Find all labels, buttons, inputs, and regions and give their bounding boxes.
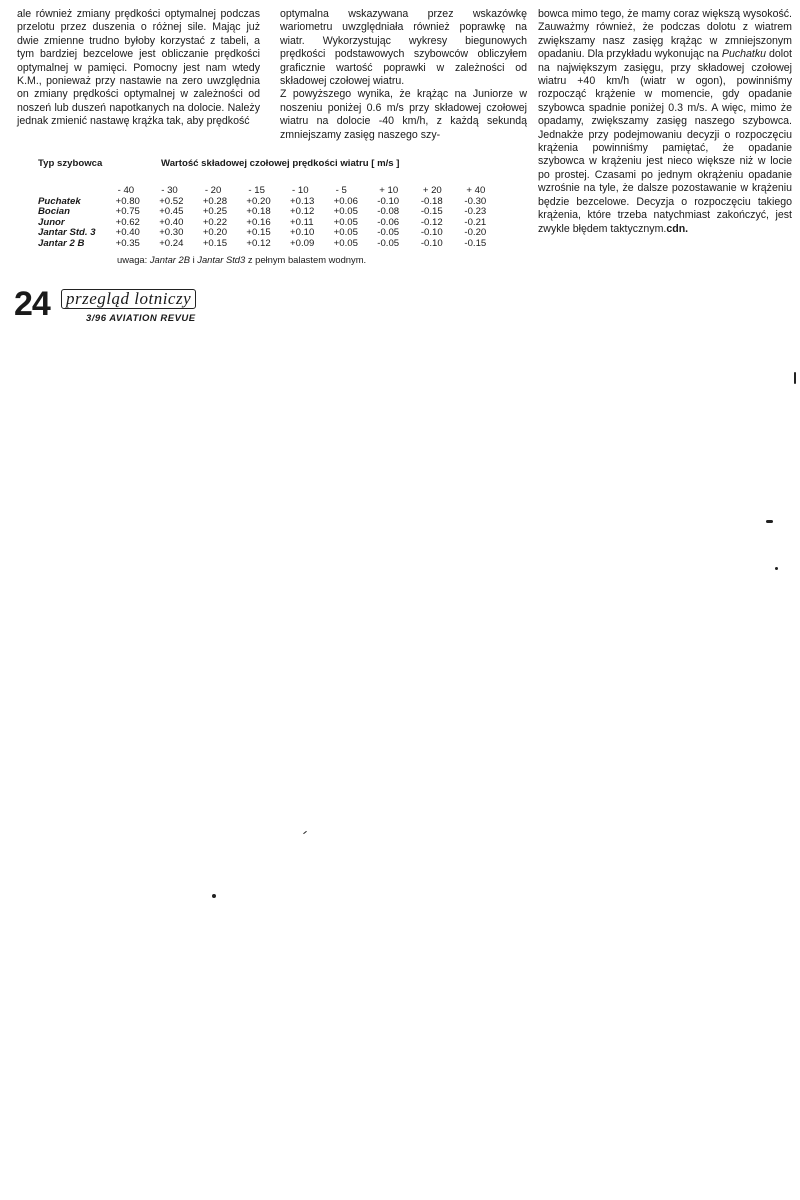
table-cell: -0.05 <box>377 227 400 239</box>
table-cell: -0.20 <box>464 227 487 239</box>
table-cell: -0.10 <box>420 227 443 239</box>
wind-value: - 10 <box>292 185 309 196</box>
table-cell: +0.45 <box>159 206 184 218</box>
wind-value: + 40 <box>466 185 486 196</box>
table-note <box>117 254 366 265</box>
table-cell: -0.05 <box>377 237 400 249</box>
note-mid: i <box>189 254 198 265</box>
table-cell: +0.05 <box>333 237 358 249</box>
table-cell: +0.05 <box>333 206 358 218</box>
glider-name: Bocian <box>38 206 70 218</box>
glider-type-header: Typ szybowca <box>38 158 103 169</box>
table-cell: +0.12 <box>290 206 315 218</box>
table-cell: +0.52 <box>159 195 184 207</box>
note-suffix: z pełnym balastem wodnym. <box>245 254 367 265</box>
note-glider-2: Jantar Std3 <box>197 254 246 265</box>
table-cell: -0.10 <box>377 195 400 207</box>
values-table <box>38 186 508 250</box>
glider-name: Jantar Std. 3 <box>38 227 96 239</box>
table-row <box>38 239 508 250</box>
table-cell: -0.12 <box>420 216 443 228</box>
note-prefix: uwaga: <box>117 254 150 265</box>
table-cell: -0.08 <box>377 206 400 218</box>
table-cell: -0.18 <box>420 195 443 207</box>
table-cell: -0.15 <box>464 237 487 249</box>
column-2-paragraph-2: Z powyższego wynika, że krążąc na Juniorze w noszeniu poniżej 0.6 m/s przy składowej czołowej wiatru na dolocie -40 km/h, z każdą sekundą zmniejszamy zasięg naszego szy- <box>280 88 527 141</box>
table-cell: -0.21 <box>464 216 487 228</box>
table-cell: +0.05 <box>333 216 358 228</box>
table-cell: -0.06 <box>377 216 400 228</box>
table-cell: +0.80 <box>115 195 140 207</box>
scan-speck <box>775 567 778 570</box>
column-3-emphasis: Puchatku <box>721 48 767 61</box>
table-cell: +0.28 <box>202 195 228 207</box>
scan-speck <box>794 372 796 384</box>
table-cell: +0.15 <box>246 227 271 239</box>
table-cell: +0.18 <box>246 206 271 218</box>
table-cell: +0.05 <box>333 227 358 239</box>
column-3-text-b: dolot na największym zasięgu, przy składowej czołowej wiatru +40 km/h (wiatr w ogon), powinniśmy rozpocząć krążenie w momencie, gdy opadanie szybowca spadnie poniżej 0.3 m/s. A więc, mimo że opadamy, zwiększamy zasięg naszego szybowca. Jednakże przy podejmowaniu decyzji o rozpoczęciu krążenia powinniśmy pamiętać, że opadanie szybowca w krążeniu jest nieco większe niż w locie po prostej. Czasami po jednym okrążeniu opadanie wzrośnie na tyle, że dalsze pozostawanie w krążeniu będzie bezcelowe. Decyzja o rozpoczęciu takiego krążenia, które trzeba natychmiast zakończyć, jest zwykle błędem taktycznym. <box>538 48 792 235</box>
column-2-paragraph-1: optymalna wskazywana przez wskazówkę wariometru uwzględniała również poprawkę na wiatr. Wykorzystując wykresy biegunowych prędkości podstawowych szybowców obliczyłem graficznie wartość poprawki w zależności od składowej czołowej wiatru. <box>280 8 527 88</box>
table-cell: +0.06 <box>333 195 358 207</box>
article-column-1 <box>17 8 260 129</box>
wind-value: - 30 <box>161 185 178 196</box>
table-cell: -0.23 <box>464 206 487 218</box>
column-3-text-a: bowca mimo tego, że mamy coraz większą wysokość. Zauważmy również, że podczas dolotu z wiatrem zwiększamy nasz zasięg krążąc w zmniejszonym opadaniu. Dla przykładu wykonując na <box>538 8 792 61</box>
glider-name: Jantar 2 B <box>38 237 85 249</box>
scan-speck <box>766 520 773 523</box>
column-3-text <box>538 8 792 236</box>
table-cell: +0.75 <box>115 206 140 218</box>
note-glider-1: Jantar 2B <box>149 254 190 265</box>
article-column-3 <box>538 8 792 236</box>
magazine-logo: przegląd lotniczy <box>61 289 196 309</box>
continued-mark: cdn. <box>666 222 689 235</box>
table-cell: +0.20 <box>246 195 271 207</box>
glider-name: Junor <box>38 216 65 228</box>
article-column-2 <box>280 8 527 142</box>
wind-value: - 15 <box>248 185 265 196</box>
issue-label: 3/96 AVIATION REVUE <box>86 313 196 324</box>
table-cell: +0.22 <box>202 216 228 228</box>
table-cell: +0.20 <box>202 227 228 239</box>
table-cell: +0.62 <box>115 216 140 228</box>
column-1-text: ale również zmiany prędkości optymalnej podczas przelotu przez duszenia o różnej sile. Mając już dwie zmienne trudno byłoby korzystać z tabeli, a tym bardziej bezcelowe jest obliczanie prędkości optymalnej w pamięci. Pomocny jest nam wtedy K.M., ponieważ przy nastawie na zero uwzględnia on zmiany prędkości optymalnej w zależności od noszeń lub duszeń napotkanych na dolocie. Należy jednak zmienić nastawę krążka tak, aby prędkość <box>17 8 260 128</box>
scan-speck <box>212 894 216 898</box>
table-cell: -0.30 <box>464 195 487 207</box>
wind-value: - 20 <box>204 185 222 196</box>
page-number: 24 <box>14 285 50 323</box>
wind-value: + 10 <box>379 185 399 196</box>
wind-value: - 40 <box>117 185 135 196</box>
table-header <box>38 158 508 172</box>
table-cell: +0.15 <box>202 237 228 249</box>
wind-value: + 20 <box>422 185 442 196</box>
wind-component-header: Wartość składowej czołowej prędkości wiatru [ m/s ] <box>161 158 400 169</box>
table-cell: +0.12 <box>246 237 271 249</box>
table-cell: +0.40 <box>159 216 184 228</box>
wind-value: - 5 <box>335 185 347 196</box>
table-cell: +0.25 <box>202 206 228 218</box>
table-cell: +0.13 <box>290 195 315 207</box>
glider-name: Puchatek <box>38 195 81 207</box>
table-cell: +0.10 <box>290 227 315 239</box>
table-cell: +0.11 <box>290 216 314 228</box>
table-cell: +0.09 <box>290 237 315 249</box>
table-cell: +0.16 <box>246 216 271 228</box>
table-cell: +0.24 <box>159 237 184 249</box>
table-cell: -0.15 <box>420 206 443 218</box>
table-cell: -0.10 <box>420 237 443 249</box>
table-cell: +0.35 <box>115 237 140 249</box>
wind-values-row <box>38 186 508 197</box>
wind-correction-table <box>38 158 508 265</box>
scan-speck <box>303 831 307 834</box>
table-cell: +0.40 <box>115 227 140 239</box>
table-cell: +0.30 <box>159 227 184 239</box>
